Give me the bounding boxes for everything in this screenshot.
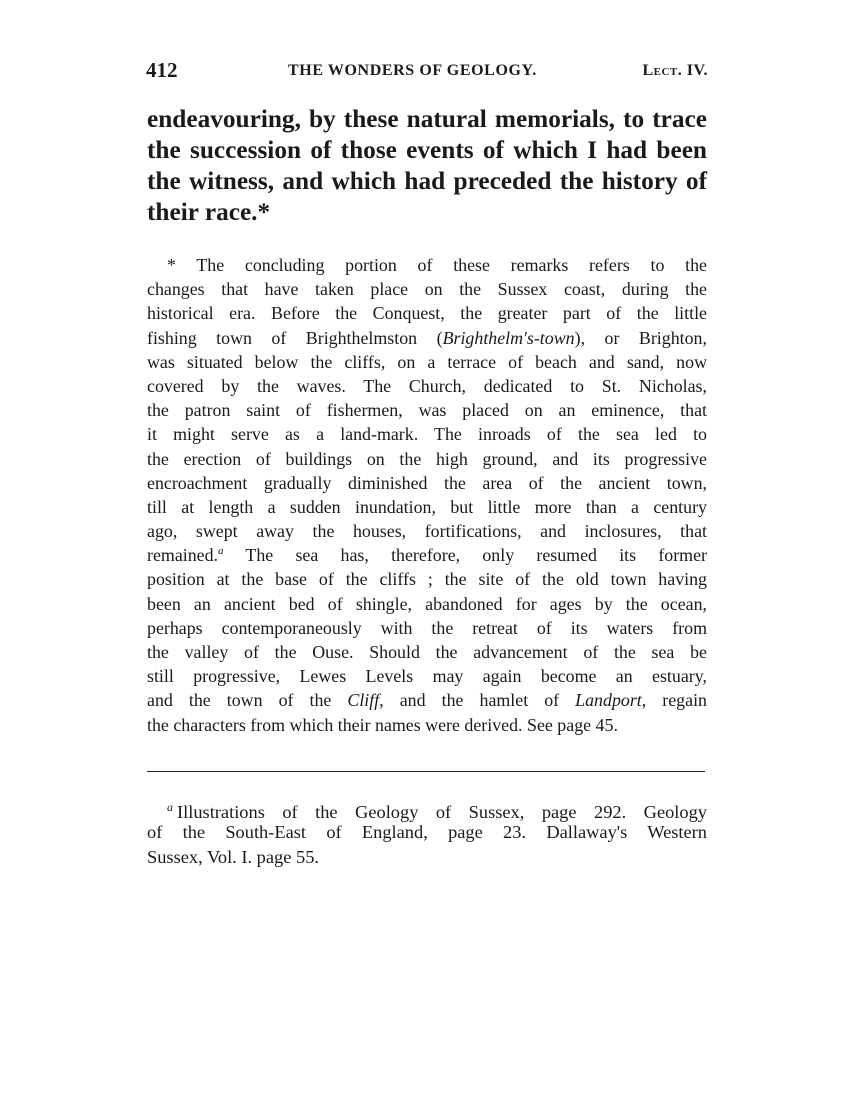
subnote [147, 795, 707, 870]
footnote-line: perhaps contemporaneously with the retreat of its waters from [147, 617, 707, 638]
footnote [147, 253, 707, 737]
footnote-line: still progressive, Lewes Levels may again become an estuary, [147, 666, 707, 687]
footnote-line: was situated below the cliffs, on a terrace of beach and sand, now [147, 351, 707, 372]
footnote-line: it might serve as a land-mark. The inroads of the sea led to [147, 424, 707, 445]
footnote-line: * The concluding portion of these remarks refers to the [167, 255, 707, 275]
footnote-line: historical era. Before the Conquest, the greater part of the little [147, 303, 707, 324]
footnote-line: the patron saint of fishermen, was placed on an eminence, that [147, 400, 707, 421]
footnote-line: the characters from which their names were derived. See page 45. [147, 714, 618, 735]
footnote-line: position at the base of the cliffs ; the site of the old town having [147, 569, 707, 590]
running-header [146, 58, 708, 88]
footnote-text: The sea has, therefore, only resumed its former [223, 545, 707, 566]
footnote-italic: Brighthelm's-town [442, 327, 575, 348]
footnote-line: till at length a sudden inundation, but little more than a century [147, 496, 707, 517]
subnote-line: of the South-East of England, page 23. Dallaway's Western [147, 822, 707, 842]
main-text-line: the witness, and which had preceded the history of [147, 167, 707, 195]
footnote-text: fishing town of Brighthelmston ( [147, 327, 443, 348]
footnote-line [147, 326, 707, 350]
running-title: THE WONDERS OF GEOLOGY. [288, 62, 537, 79]
footnote-line: changes that have taken place on the Sussex coast, during the [147, 279, 707, 300]
footnote-text: ), or Brighton, [574, 327, 707, 348]
footnote-text: , and the hamlet of [379, 690, 576, 711]
footnote-line [147, 543, 707, 567]
subnote-line: Sussex, Vol. I. page 55. [147, 847, 319, 867]
subnote-line [147, 795, 707, 823]
footnote-text: remained. [147, 545, 219, 566]
main-text-line: their race.* [147, 198, 271, 226]
main-text-line: the succession of those events of which I had been [147, 136, 707, 164]
footnote-text: and the town of the [147, 690, 348, 711]
footnote-italic: Landport [575, 690, 642, 711]
footnote-line: ago, swept away the houses, fortifications, and inclosures, that [147, 521, 707, 542]
footnote-line: encroachment gradually diminished the area of the ancient town, [147, 472, 707, 493]
footnote-line: covered by the waves. The Church, dedicated to St. Nicholas, [147, 375, 707, 396]
subnote-marker: a [167, 800, 173, 814]
footnote-line: the erection of buildings on the high ground, and its progressive [147, 448, 707, 469]
page-number: 412 [146, 58, 178, 82]
footnote-divider [147, 771, 705, 772]
main-text [147, 104, 707, 228]
footnote-italic: Cliff [347, 690, 380, 711]
lecture-label [642, 62, 708, 80]
footnote-line: the valley of the Ouse. Should the advancement of the sea be [147, 642, 707, 662]
main-text-line: endeavouring, by these natural memorials, to trace [147, 105, 707, 133]
footnote-line: been an ancient bed of shingle, abandoned for ages by the ocean, [147, 593, 707, 614]
subnote-text: Illustrations of the Geology of Sussex, page 292. Geology [177, 802, 707, 823]
footnote-line [147, 688, 707, 712]
footnote-text: , regain [641, 690, 707, 711]
lecture-label-text: Lect. IV. [642, 62, 708, 79]
footnote-reference-marker: a [218, 545, 224, 558]
